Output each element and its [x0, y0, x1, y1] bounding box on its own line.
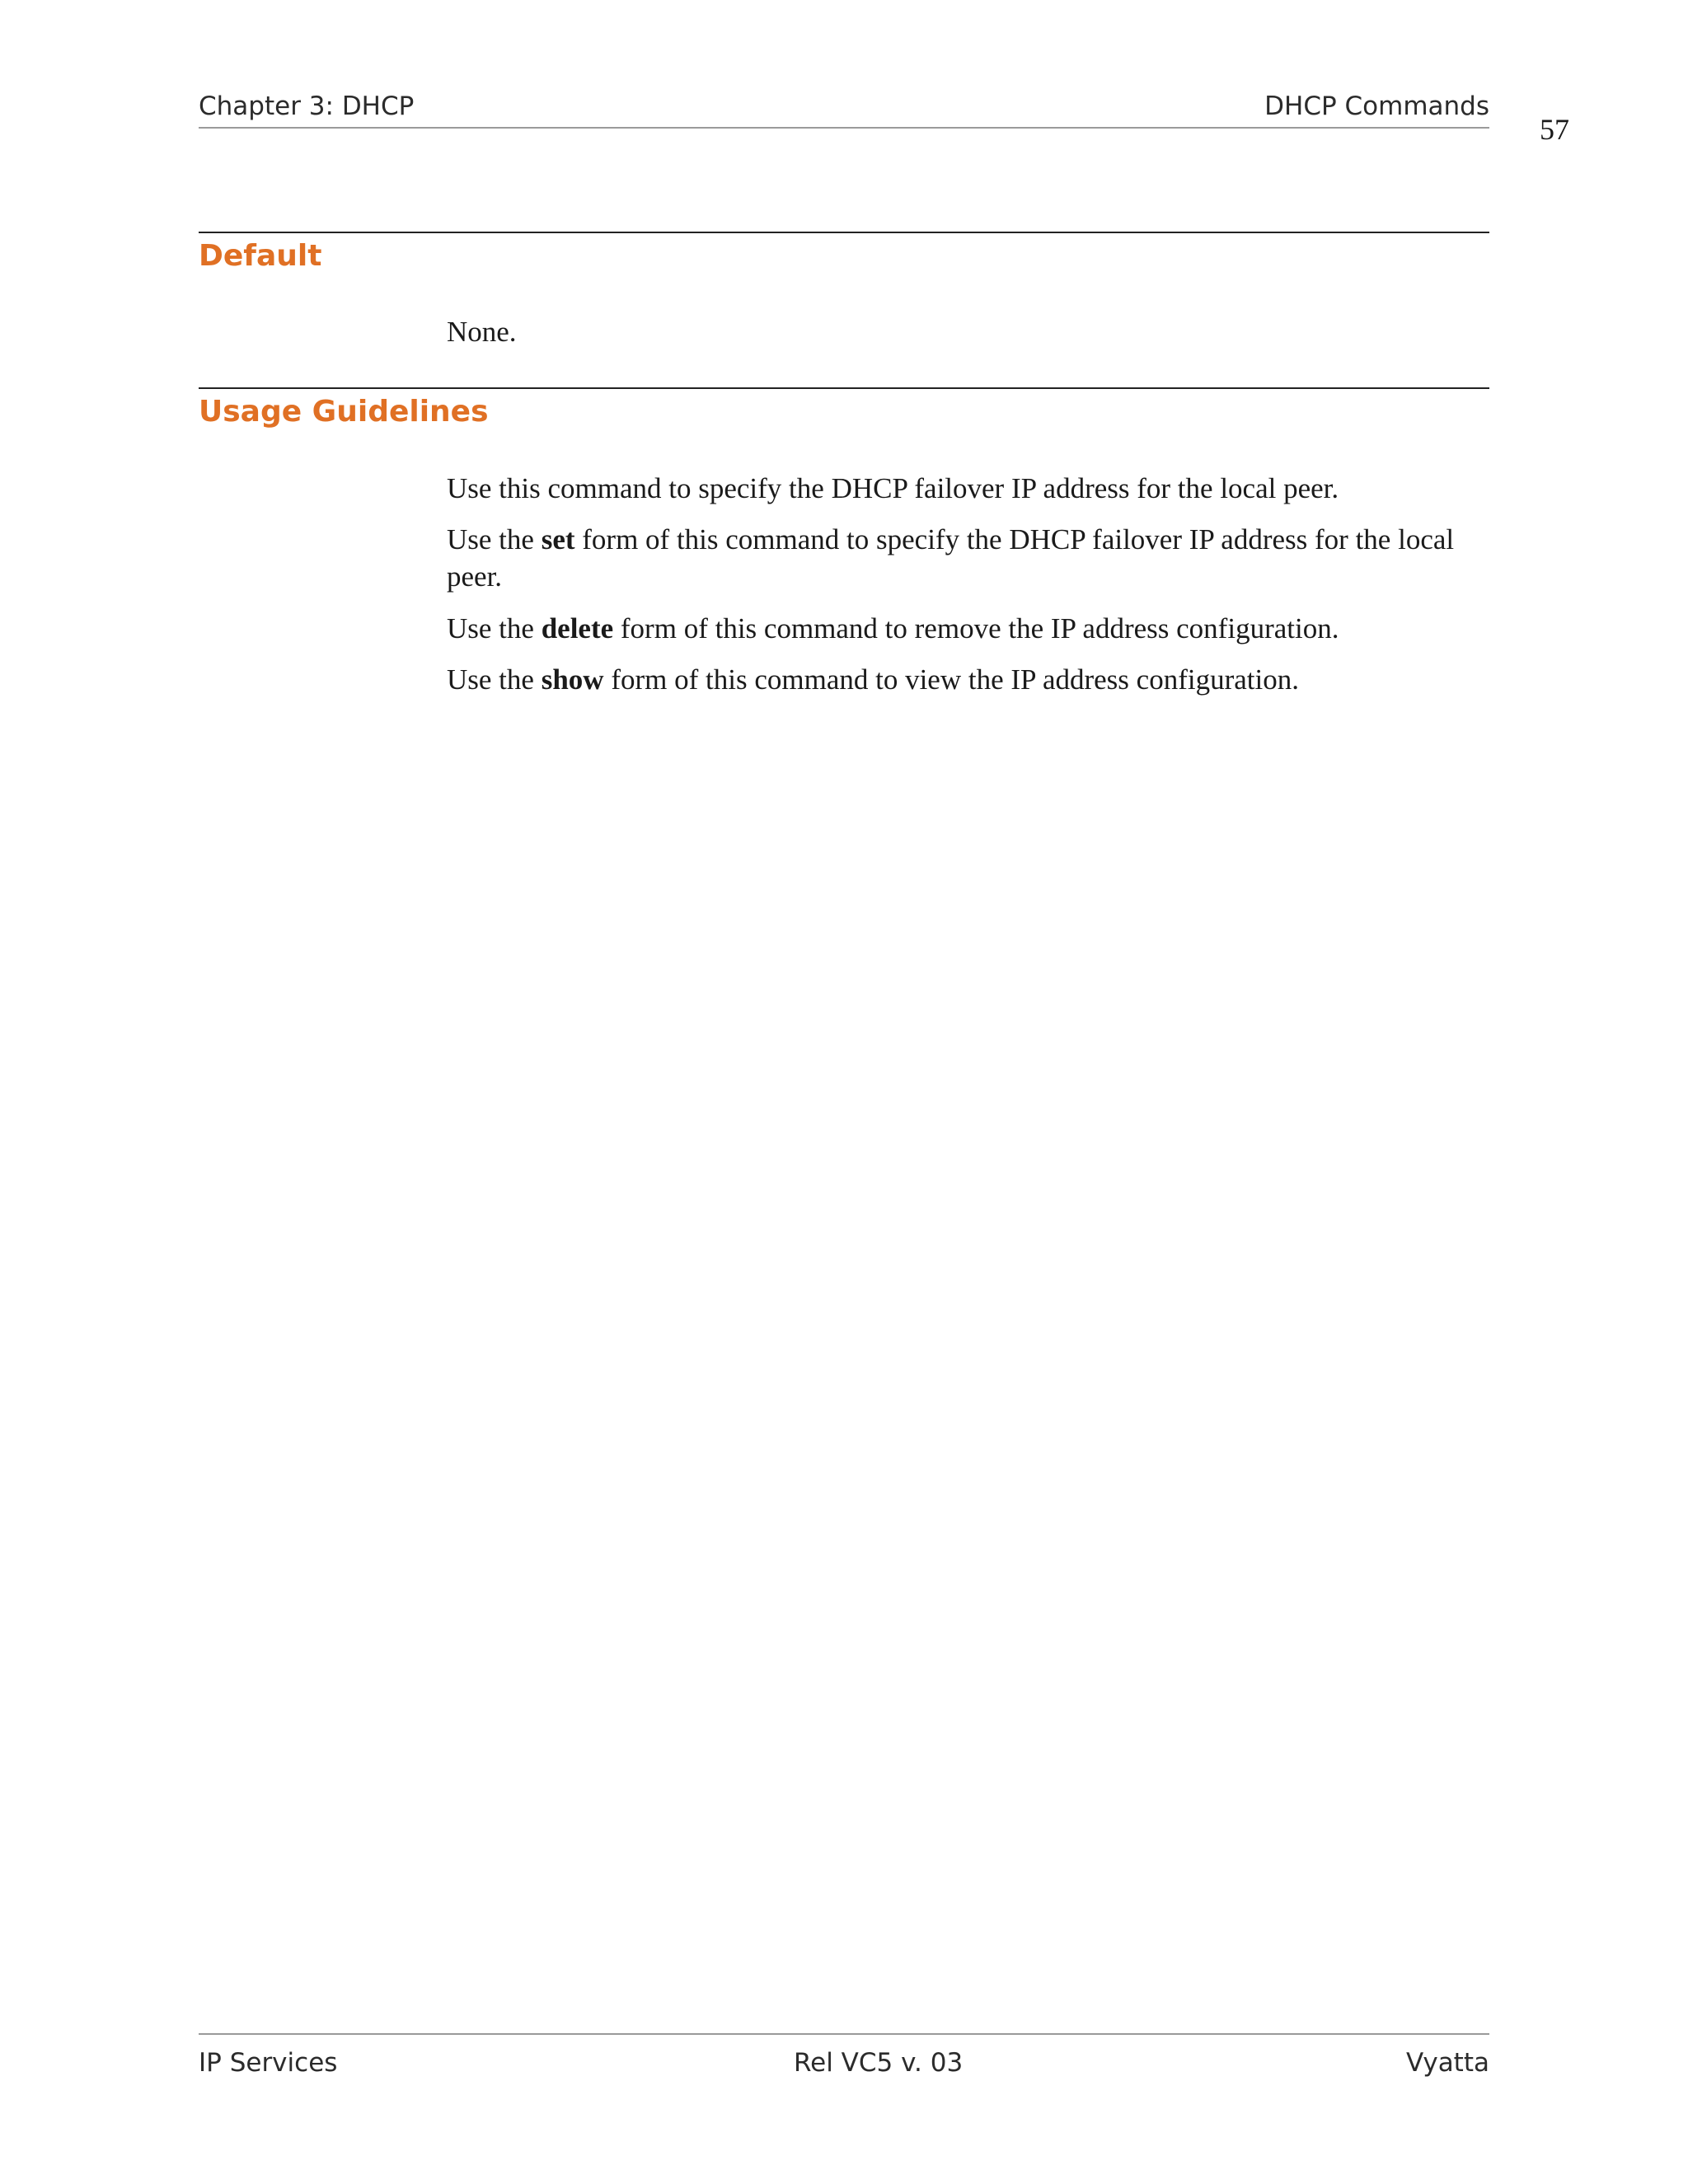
usage-paragraph-2-post: form of this command to specify the DHCP failover IP address for the local peer.	[447, 523, 1455, 593]
footer-divider	[199, 2033, 1489, 2035]
set-keyword: set	[541, 523, 575, 555]
usage-paragraph-2	[447, 521, 1489, 595]
show-keyword: show	[541, 663, 604, 696]
default-heading: Default	[199, 239, 322, 273]
running-header-section: DHCP Commands	[1264, 91, 1489, 121]
default-text: None.	[447, 316, 517, 348]
usage-paragraph-3-post: form of this command to remove the IP address configuration.	[613, 612, 1339, 644]
delete-keyword: delete	[541, 612, 614, 644]
usage-section-divider	[199, 387, 1489, 389]
usage-paragraph-4-post: form of this command to view the IP address configuration.	[603, 663, 1299, 696]
usage-paragraph-1: Use this command to specify the DHCP failover IP address for the local peer.	[447, 472, 1339, 504]
default-section-divider	[199, 232, 1489, 233]
usage-paragraph-3-pre: Use the	[447, 612, 542, 644]
usage-paragraph-4	[447, 661, 1489, 698]
footer-company: Vyatta	[1405, 2048, 1489, 2078]
footer-product: IP Services	[199, 2048, 338, 2078]
usage-paragraph-2-pre: Use the	[447, 523, 542, 555]
usage-paragraph-3	[447, 610, 1489, 647]
page-number: 57	[1540, 113, 1569, 146]
footer-release: Rel VC5 v. 03	[794, 2048, 964, 2078]
header-divider	[199, 127, 1489, 129]
usage-paragraph-4-pre: Use the	[447, 663, 542, 696]
running-header-chapter: Chapter 3: DHCP	[199, 91, 415, 121]
usage-guidelines-heading: Usage Guidelines	[199, 395, 489, 429]
